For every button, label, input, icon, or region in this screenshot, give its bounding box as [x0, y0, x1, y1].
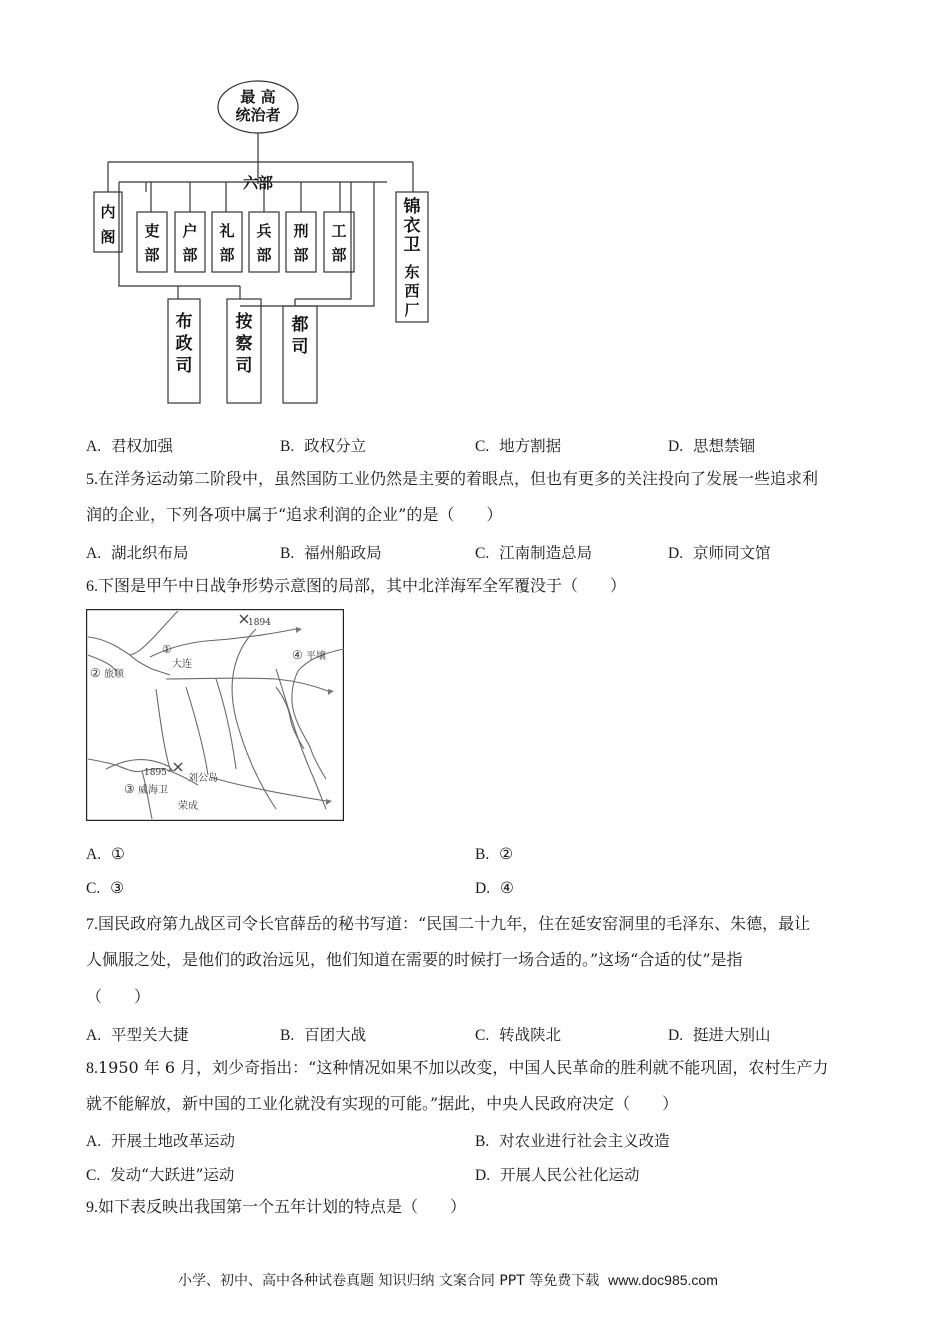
buzhengsi-2: 政 [175, 334, 193, 354]
six-ministries-label: 六部 [242, 174, 274, 192]
ministry-lii-1: 礼 [219, 222, 235, 240]
buzhengsi-1: 布 [175, 312, 193, 332]
anchasi-3: 司 [235, 356, 253, 376]
q6-option-b: B. ② [475, 845, 513, 863]
q7-stem-line3: （ ） [86, 987, 151, 1006]
ministry-lii-2: 部 [219, 246, 235, 264]
q4-option-b: B. 政权分立 [280, 437, 367, 455]
map-label-liugongdao: 刘公岛 [188, 773, 218, 784]
map-label-1894: 1894 [248, 618, 271, 628]
ministry-bing-2: 部 [256, 246, 272, 264]
ministry-xing-2: 部 [293, 246, 309, 264]
ministry-hu-2: 部 [182, 246, 198, 264]
q5-option-c: C. 江南制造总局 [475, 544, 593, 562]
q6-option-a: A. ① [86, 845, 125, 863]
ming-government-diagram [80, 74, 440, 410]
q7-stem-line2: 人佩服之处，是他们的政治远见，他们知道在需要的时候打一场合适的。”这场“合适的仗”是指 [86, 950, 743, 969]
q5-stem-line2: 润的企业，下列各项中属于“追求利润的企业”的是（ ） [86, 505, 503, 524]
q8-stem-line1: 8.1950 年 6 月，刘少奇指出：“这种情况如果不加以改变，中国人民革命的胜利就不能巩固，农村生产力 [86, 1058, 829, 1077]
anchasi-1: 按 [235, 312, 253, 332]
neige-char2: 阁 [100, 228, 116, 246]
top-label-line1: 最 高 [240, 88, 276, 106]
map-label-dalian: 大连 [172, 659, 192, 670]
ministry-hu-1: 户 [182, 222, 198, 240]
ministry-li-2: 部 [144, 246, 160, 264]
map-label-pingrang: 平壤 [306, 651, 326, 662]
q7-option-d: D. 挺进大别山 [668, 1026, 771, 1044]
q4-option-c: C. 地方割据 [475, 437, 562, 455]
q6-stem-line1: 6.下图是甲午中日战争形势示意图的局部，其中北洋海军全军覆没于（ ） [86, 576, 627, 595]
q8-option-b: B. 对农业进行社会主义改造 [475, 1132, 670, 1150]
q8-option-d: D. 开展人民公社化运动 [475, 1166, 640, 1184]
q5-option-a: A. 湖北织布局 [86, 544, 189, 562]
map-marker-4: ④ [292, 648, 303, 662]
map-label-rongcheng: 荣成 [178, 801, 198, 812]
q7-option-a: A. 平型关大捷 [86, 1026, 189, 1044]
ministry-gong-1: 工 [331, 222, 347, 240]
map-marker-2: ② [90, 666, 101, 680]
q8-option-c: C. 发动“大跃进”运动 [86, 1166, 235, 1184]
map-label-lushun: 旅顺 [104, 669, 124, 680]
map-label-weihaiwei: 威海卫 [138, 785, 168, 796]
page-footer: 小学、初中、高中各种试卷真题 知识归纳 文案合同 PPT 等免费下载 www.doc985.com [178, 1272, 718, 1289]
ministry-gong-2: 部 [331, 246, 347, 264]
q6-option-c: C. ③ [86, 879, 124, 897]
ministry-bing-1: 兵 [256, 222, 272, 240]
dongxichang-3: 厂 [404, 301, 420, 319]
top-label-line2: 统治者 [235, 106, 281, 124]
neige-char1: 内 [100, 203, 116, 221]
q8-option-a: A. 开展土地改革运动 [86, 1132, 235, 1150]
footer-url[interactable]: www.doc985.com [608, 1272, 718, 1288]
dusi-2: 司 [291, 337, 309, 357]
map-marker-1: ① [162, 643, 172, 656]
jinyiwei-1: 锦 [403, 197, 421, 217]
anchasi-2: 察 [235, 334, 253, 354]
q5-option-d: D. 京师同文馆 [668, 544, 771, 562]
jinyiwei-2: 衣 [403, 216, 421, 236]
map-label-1895: 1895 [144, 768, 167, 778]
q6-option-d: D. ④ [475, 879, 514, 897]
ministry-li-1: 吏 [144, 222, 160, 240]
map-marker-3: ③ [124, 782, 135, 796]
dongxichang-1: 东 [404, 263, 420, 281]
dusi-1: 都 [291, 315, 309, 335]
buzhengsi-3: 司 [175, 356, 193, 376]
q8-stem-line2: 就不能解放，新中国的工业化就没有实现的可能。”据此，中央人民政府决定（ ） [86, 1094, 679, 1113]
q4-option-d: D. 思想禁锢 [668, 437, 755, 455]
q7-option-c: C. 转战陕北 [475, 1026, 562, 1044]
q7-stem-line1: 7.国民政府第九战区司令长官薛岳的秘书写道：“民国二十九年，住在延安窑洞里的毛泽东、朱德，最让 [86, 914, 811, 933]
q5-option-b: B. 福州船政局 [280, 544, 382, 562]
ministry-xing-1: 刑 [293, 222, 309, 240]
q5-stem-line1: 5.在洋务运动第二阶段中，虽然国防工业仍然是主要的着眼点，但也有更多的关注投向了发展一些追求利 [86, 469, 819, 488]
q4-option-a: A. 君权加强 [86, 437, 173, 455]
dongxichang-2: 西 [404, 282, 420, 300]
q7-option-b: B. 百团大战 [280, 1026, 367, 1044]
sino-japanese-war-map [86, 609, 344, 821]
q9-stem-line1: 9.如下表反映出我国第一个五年计划的特点是（ ） [86, 1197, 467, 1216]
jinyiwei-3: 卫 [403, 235, 421, 255]
